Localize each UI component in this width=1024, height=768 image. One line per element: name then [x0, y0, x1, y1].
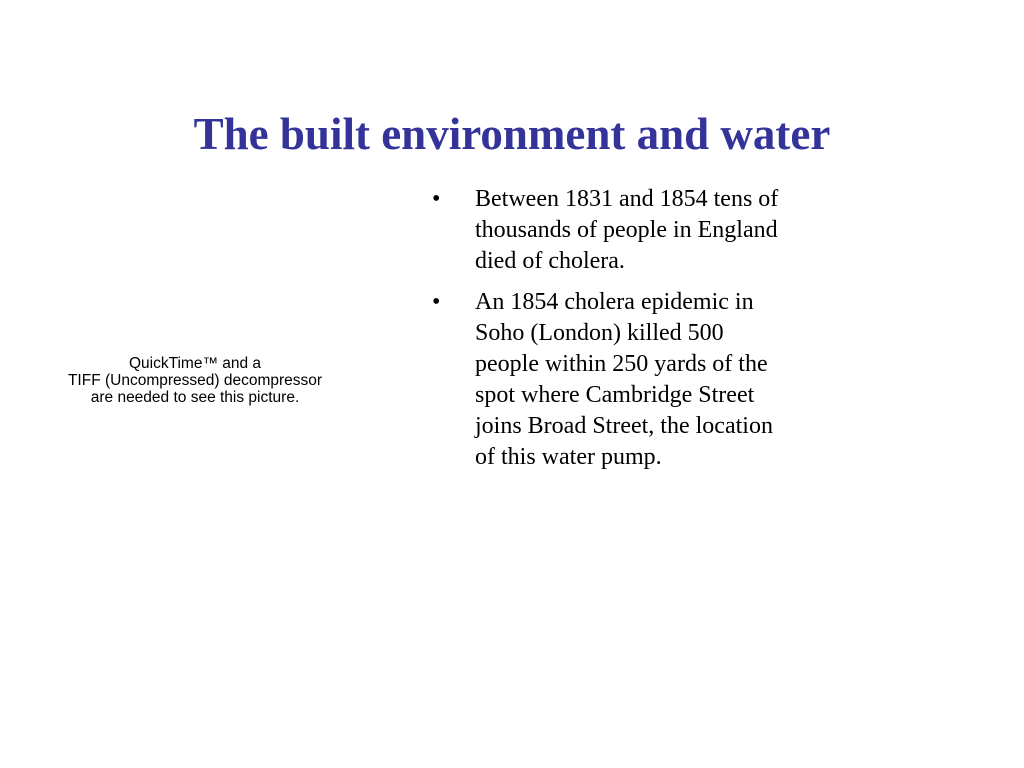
placeholder-line: TIFF (Uncompressed) decompressor — [67, 372, 323, 389]
placeholder-line: are needed to see this picture. — [90, 389, 300, 406]
bullet-text-line: joins Broad Street, the location — [475, 413, 773, 439]
bullet-text-line: people within 250 yards of the — [475, 351, 768, 377]
bullet-list — [432, 184, 852, 483]
bullet-item — [432, 184, 852, 277]
quicktime-image-placeholder — [24, 355, 366, 406]
placeholder-line: QuickTime™ and a — [128, 355, 262, 372]
bullet-text-line: of this water pump. — [475, 444, 662, 470]
bullet-text-line: spot where Cambridge Street — [475, 382, 755, 408]
bullet-text-line: thousands of people in England — [475, 217, 778, 243]
bullet-text-line: Between 1831 and 1854 tens of — [475, 186, 779, 212]
bullet-text-line: An 1854 cholera epidemic in — [475, 289, 754, 315]
bullet-icon: • — [432, 289, 441, 315]
bullet-text-line: Soho (London) killed 500 — [475, 320, 724, 346]
bullet-text-line: died of cholera. — [475, 248, 625, 274]
bullet-icon: • — [432, 186, 441, 212]
bullet-item — [432, 287, 852, 473]
slide-title: The built environment and water — [193, 109, 831, 159]
